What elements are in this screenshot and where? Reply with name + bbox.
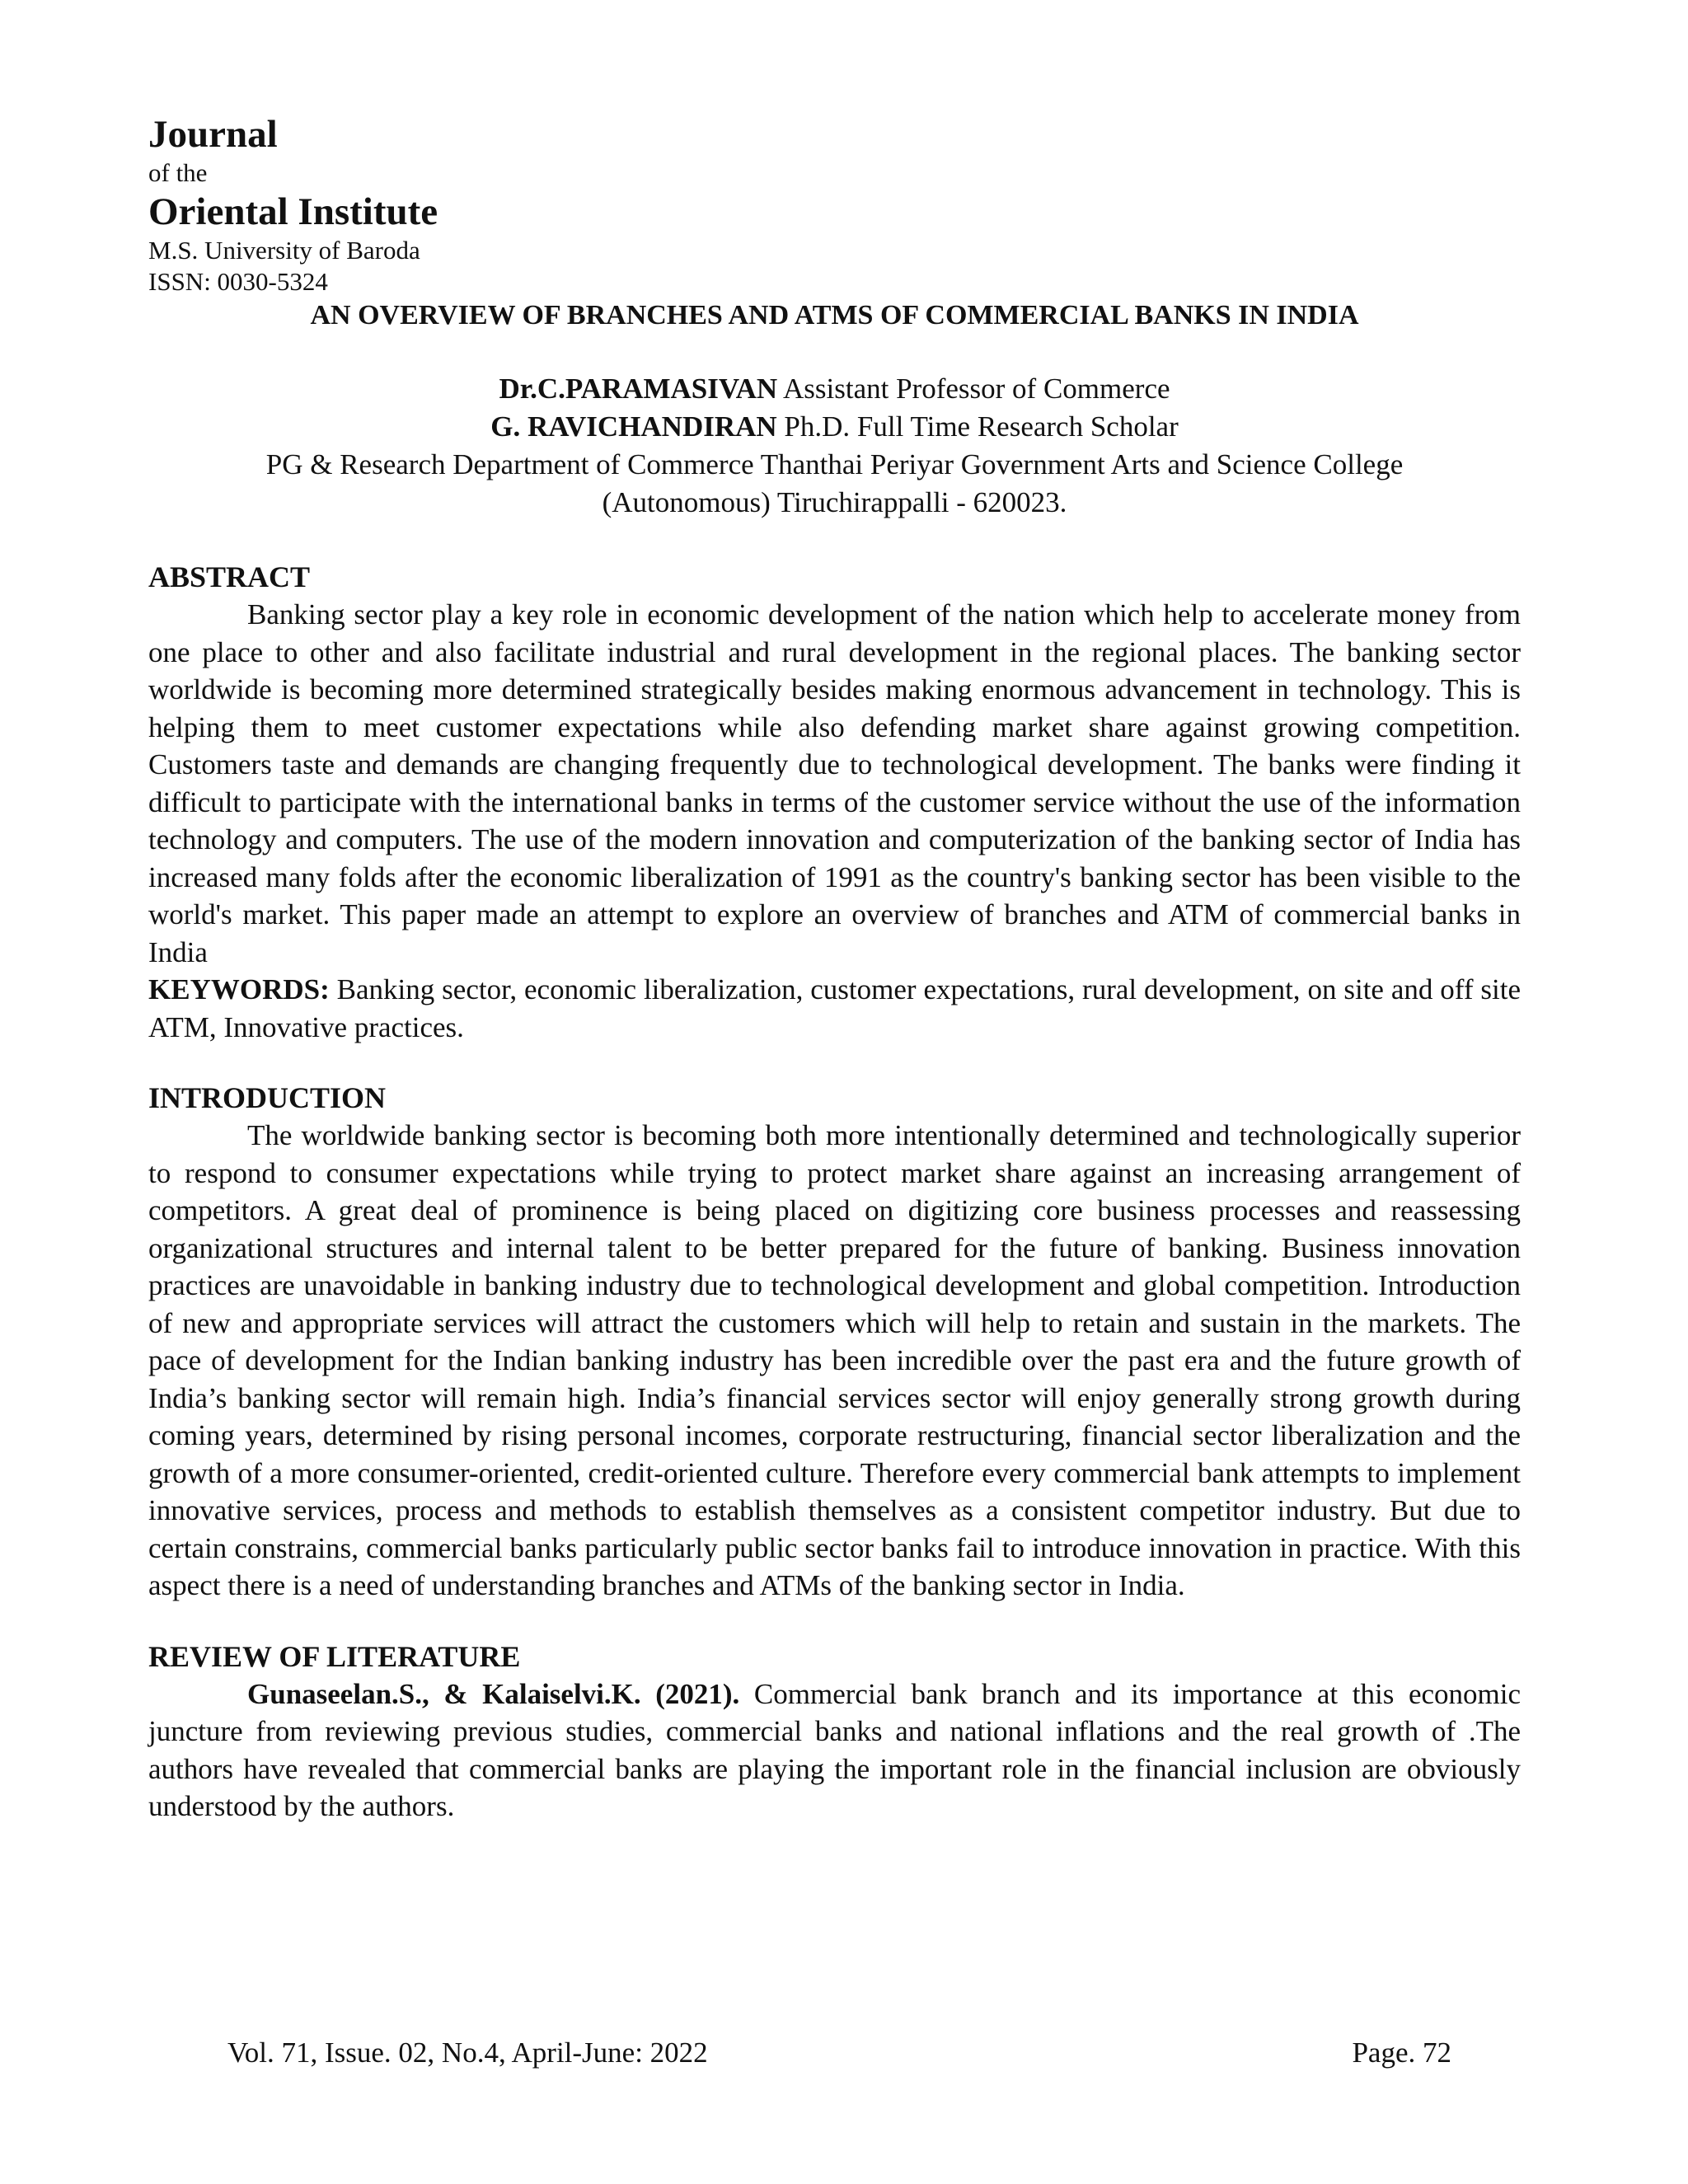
author-1-role: Assistant Professor of Commerce <box>777 373 1170 405</box>
introduction-heading: INTRODUCTION <box>148 1081 387 1114</box>
paper-title: AN OVERVIEW OF BRANCHES AND ATMS OF COMMERCIAL BANKS IN INDIA <box>310 300 1359 330</box>
journal-name-line1: Journal <box>148 113 278 156</box>
journal-name-line2: Oriental Institute <box>148 190 438 233</box>
author-1-name: Dr.C.PARAMASIVAN <box>499 373 778 405</box>
affiliation-line-2: (Autonomous) Tiruchirappalli - 620023. <box>602 486 1067 518</box>
keywords-label: KEYWORDS: <box>148 973 330 1005</box>
author-2-role: Ph.D. Full Time Research Scholar <box>776 410 1179 443</box>
review-paragraph <box>148 1675 1521 1825</box>
keywords-text: Banking sector, economic liberalization, customer expectations, rural development, on site and off site ATM, Innovative practices. <box>148 973 1521 1043</box>
author-2 <box>148 408 1521 446</box>
keywords-line <box>148 971 1521 1046</box>
journal-university: M.S. University of Baroda <box>148 236 420 265</box>
abstract-heading: ABSTRACT <box>148 560 311 593</box>
author-2-name: G. RAVICHANDIRAN <box>490 410 777 443</box>
review-citation: Gunaseelan.S., & Kalaiselvi.K. (2021). <box>247 1677 740 1710</box>
journal-masthead <box>148 111 1521 298</box>
journal-of-the: of the <box>148 158 208 187</box>
affiliation-line-1: PG & Research Department of Commerce Thanthai Periyar Government Arts and Science College <box>265 448 1404 480</box>
author-block <box>148 370 1521 522</box>
footer-volume: Vol. 71, Issue. 02, No.4, April-June: 2022 <box>227 2036 708 2069</box>
author-1 <box>148 370 1521 408</box>
introduction-text: The worldwide banking sector is becoming both more intentionally determined and technologically superior to respond to consumer expectations while trying to protect market share against an increasing arrangement of competitors. A great deal of prominence is being placed on digitizing core business processes and reassessing organizational structures and internal talent to be better prepared for the future of banking. Business innovation practices are unavoidable in banking industry due to technological development and global competition. Introduction of new and appropriate services will attract the customers which will help to retain and sustain in the markets. The pace of development for the Indian banking industry has been incredible over the past era and the future growth of India’s banking sector will remain high. India’s financial services sector will enjoy generally strong growth during coming years, determined by rising personal incomes, corporate restructuring, financial sector liberalization and the growth of a more consumer-oriented, credit-oriented culture. Therefore every commercial bank attempts to implement innovative services, process and methods to establish themselves as a consistent competitor industry. But due to certain constrains, commercial banks particularly public sector banks fail to introduce innovation in practice. With this aspect there is a need of understanding branches and ATMs of the banking sector in India. <box>148 1119 1521 1601</box>
paper-page <box>148 111 1521 1825</box>
footer-page-number: Page. 72 <box>1352 2036 1451 2069</box>
abstract-text: Banking sector play a key role in economic development of the nation which help to accelerate money from one place to other and also facilitate industrial and rural development in the regional places. The banking sector worldwide is becoming more determined strategically besides making enormous advancement in technology. This is helping them to meet customer expectations while also defending market share against growing competition. Customers taste and demands are changing frequently due to technological development. The banks were finding it difficult to participate with the international banks in terms of the customer service without the use of the information technology and computers. The use of the modern innovation and computerization of the banking sector of India has increased many folds after the economic liberalization of 1991 as the country's banking sector has been visible to the world's market. This paper made an attempt to explore an overview of branches and ATM of commercial banks in India <box>148 598 1521 968</box>
journal-issn: ISSN: 0030-5324 <box>148 267 328 296</box>
review-text: Commercial bank branch and its importance at this economic juncture from reviewing previous studies, commercial banks and national inflations and the real growth of .The authors have revealed that commercial banks are playing the important role in the financial inclusion are obviously understood by the authors. <box>148 1677 1521 1822</box>
review-heading: REVIEW OF LITERATURE <box>148 1639 521 1673</box>
